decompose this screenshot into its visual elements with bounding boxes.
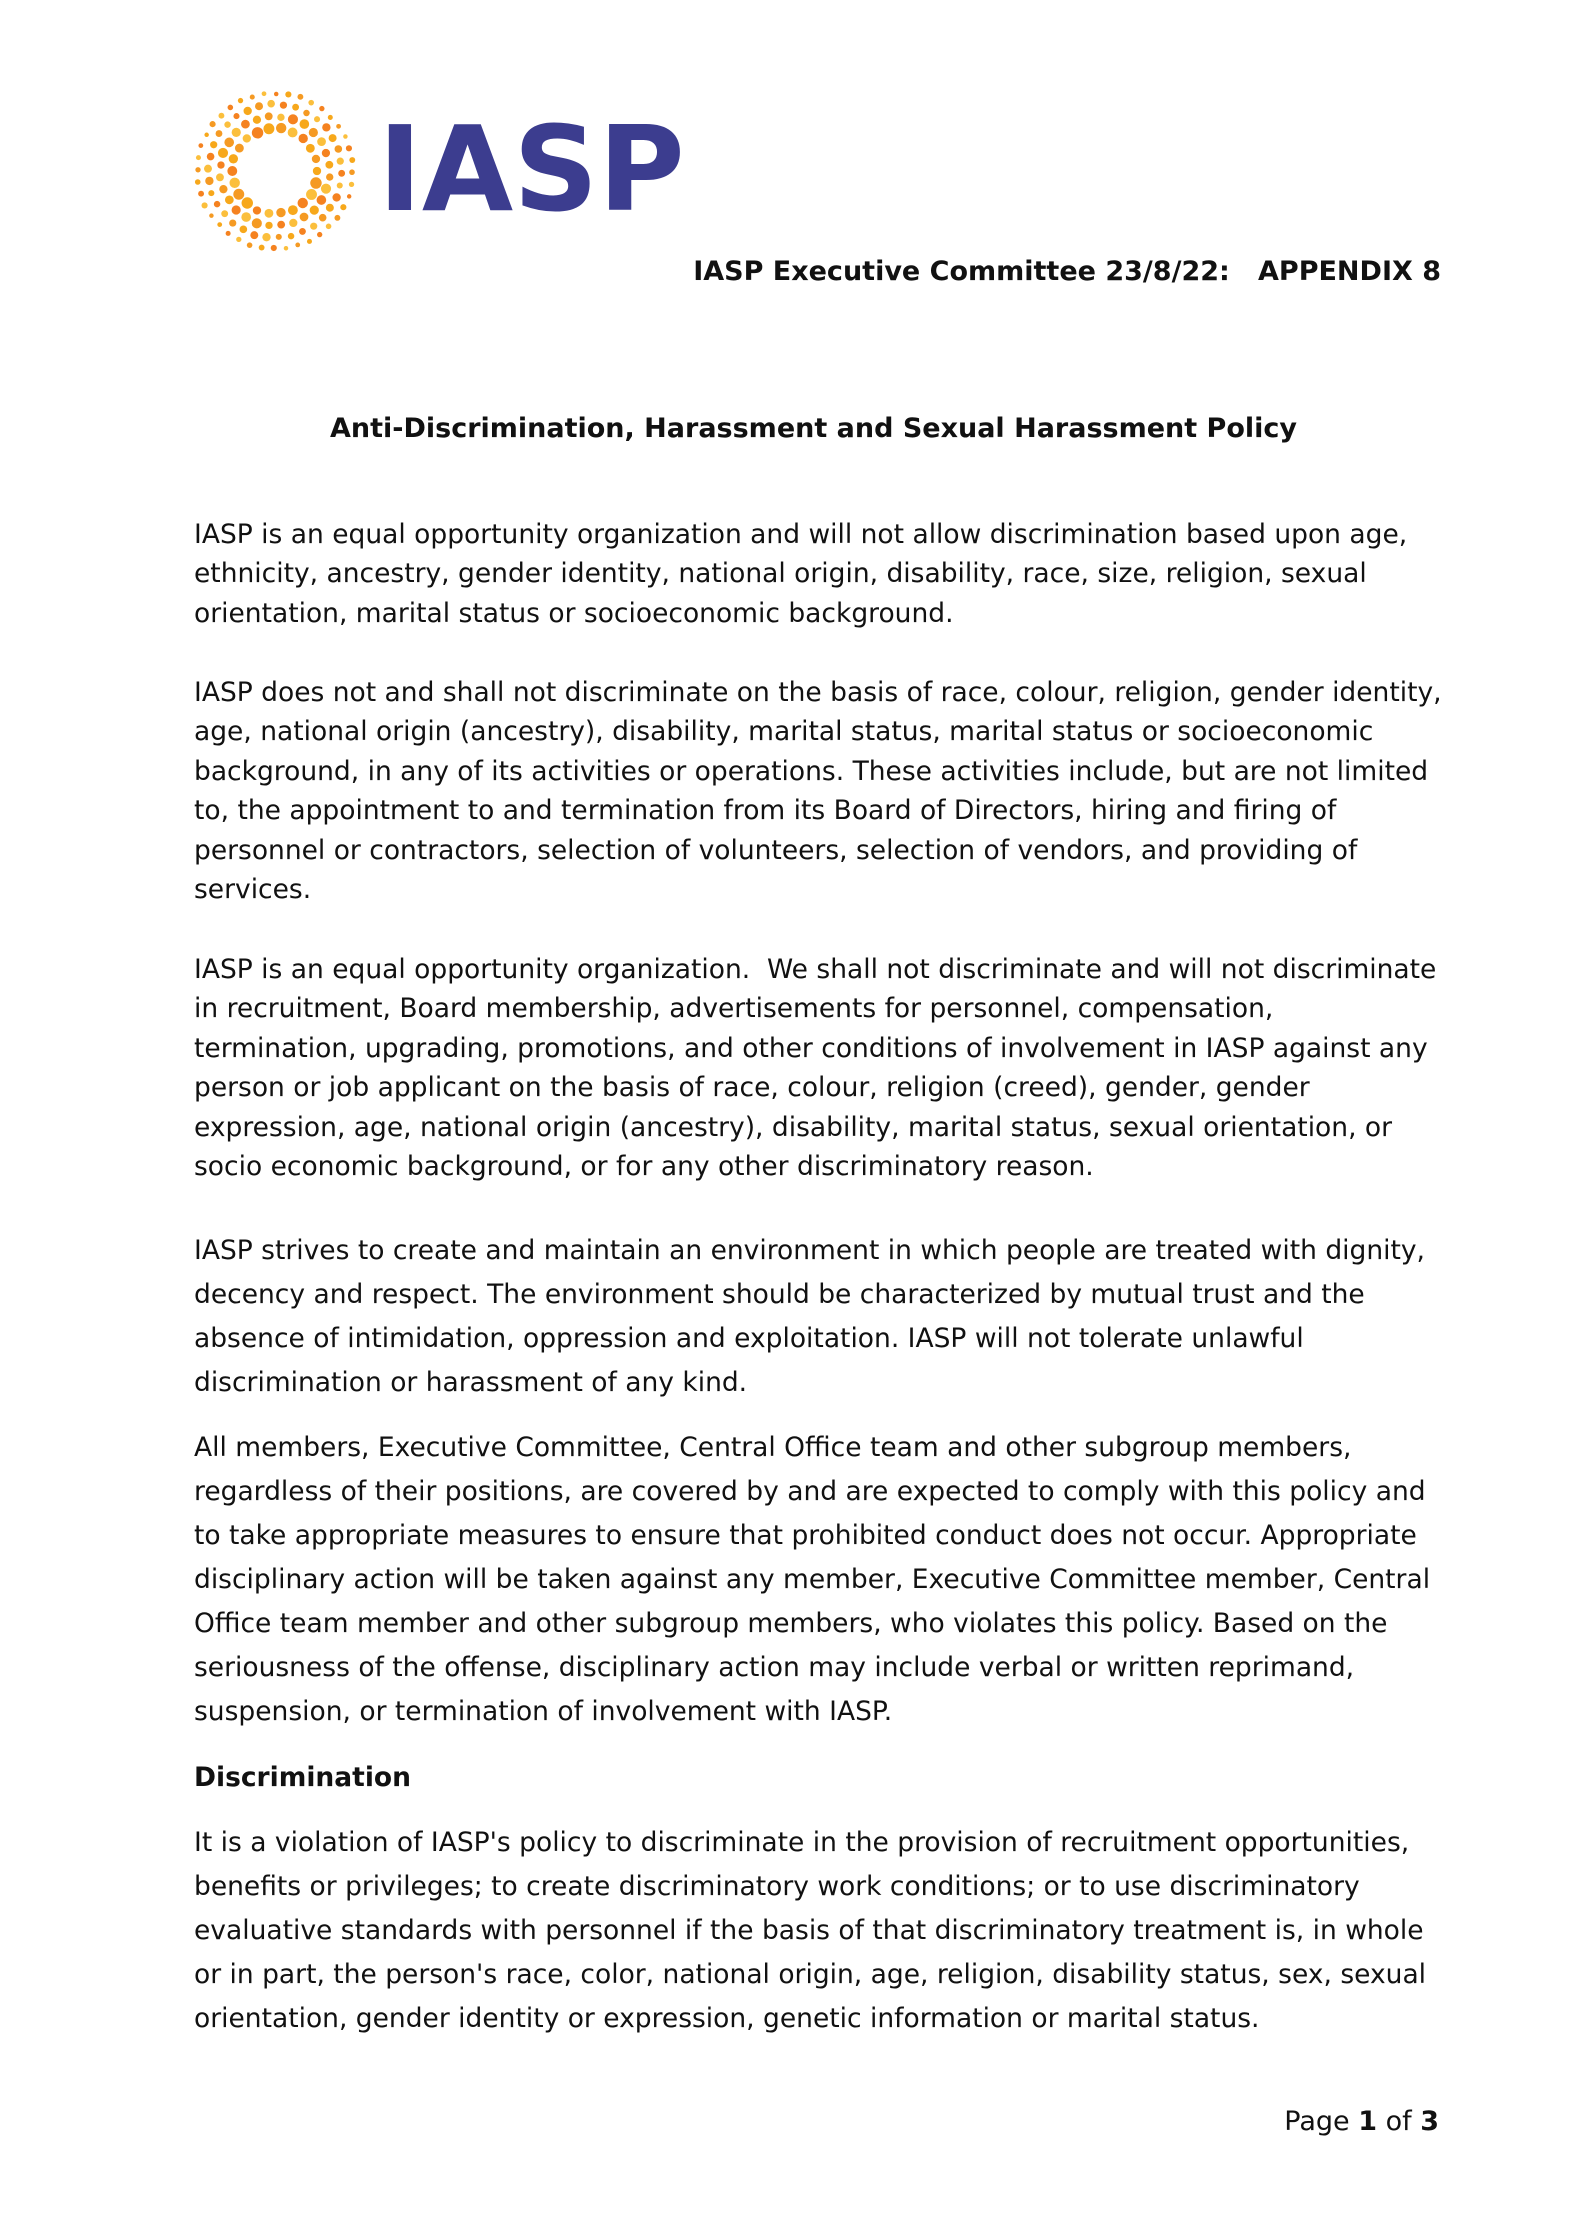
paragraph-line: disciplinary action will be taken against any member, Executive Committee member, Central (194, 1564, 1431, 1595)
sunburst-dot (276, 208, 285, 217)
sunburst-dot (265, 209, 274, 218)
sunburst-dot (300, 119, 310, 129)
sunburst-dot (310, 177, 321, 188)
sunburst-dot (276, 123, 286, 133)
paragraph-4 (194, 1229, 1464, 1405)
sunburst-dot (322, 123, 330, 131)
sunburst-dot (288, 114, 298, 124)
sunburst-dot (277, 114, 284, 121)
sunburst-dot (224, 138, 234, 148)
paragraph-line: background, in any of its activities or operations. These activities include, but are not limited (194, 755, 1429, 787)
paragraph-line: orientation, marital status or socioeconomic background. (194, 597, 954, 629)
sunburst-dot (274, 92, 278, 96)
paragraph-line: in recruitment, Board membership, advertisements for personnel, compensation, (194, 993, 1274, 1025)
sunburst-dot (328, 115, 333, 120)
sunburst-dot (337, 158, 344, 165)
sunburst-dot (295, 243, 300, 248)
sunburst-dot (326, 224, 332, 230)
paragraph-line: age, national origin (ancestry), disability, marital status, marital status or socioeconomic (194, 716, 1374, 748)
sunburst-dot (346, 145, 352, 151)
sunburst-dot (297, 94, 303, 100)
paragraph-line: services. (194, 874, 312, 906)
sunburst-dot (209, 213, 213, 217)
paragraph-line: orientation, gender identity or expression, genetic information or marital status. (194, 2003, 1260, 2034)
paragraph-line: All members, Executive Committee, Central Office team and other subgroup members, (194, 1432, 1352, 1463)
sunburst-dot (308, 100, 314, 106)
paragraph-line: discrimination or harassment of any kind. (194, 1367, 748, 1398)
paragraph-line: benefits or privileges; to create discriminatory work conditions; or to use discriminatory (194, 1871, 1360, 1902)
sunburst-dot (214, 201, 220, 207)
sunburst-dot (349, 182, 354, 187)
sunburst-dot (228, 105, 234, 111)
document-reference: IASP Executive Committee 23/8/22: APPENDIX 8 (693, 256, 1441, 287)
paragraph-line: to, the appointment to and termination from its Board of Directors, hiring and firing of (194, 795, 1337, 827)
paragraph-line: or in part, the person's race, color, national origin, age, religion, disability status, sex, sexual (194, 1959, 1427, 1990)
sunburst-dot (265, 222, 272, 229)
sunburst-dot (218, 148, 228, 158)
sunburst-dot (317, 232, 322, 237)
sunburst-dot (198, 143, 203, 148)
sunburst-dot (207, 153, 215, 161)
paragraph-line: IASP strives to create and maintain an environment in which people are treated with dignity, (194, 1235, 1425, 1266)
page-current: 1 (1358, 2106, 1377, 2137)
sunburst-dot (196, 155, 201, 160)
sunburst-dot (321, 184, 331, 194)
sunburst-dot (226, 231, 231, 236)
sunburst-dot (241, 212, 251, 222)
sunburst-dot (288, 128, 298, 138)
sunburst-dot (267, 100, 275, 108)
sunburst-dot (235, 144, 244, 153)
logo-wordmark: IASP (378, 100, 685, 238)
sunburst-dot (210, 141, 217, 148)
sunburst-logo-icon (190, 86, 360, 256)
sunburst-dot (242, 197, 253, 208)
sunburst-dot (292, 104, 299, 111)
sunburst-dot (271, 245, 277, 251)
sunburst-dot (229, 154, 238, 163)
sunburst-dot (319, 214, 327, 222)
sunburst-dot (243, 134, 251, 142)
sunburst-dot (276, 234, 282, 240)
sunburst-dot (288, 233, 294, 239)
sunburst-dot (252, 218, 262, 228)
paragraph-line: to take appropriate measures to ensure that prohibited conduct does not occur. Appropriate (194, 1520, 1417, 1551)
sunburst-dot (253, 206, 261, 214)
sunburst-dot (314, 116, 320, 122)
sunburst-dot (326, 173, 333, 180)
sunburst-dot (309, 128, 318, 137)
discrimination-paragraph (194, 1821, 1464, 2041)
iasp-logo (190, 86, 685, 256)
sunburst-dot (329, 134, 337, 142)
paragraph-line: socio economic background, or for any other discriminatory reason. (194, 1151, 1094, 1183)
paragraph-line: It is a violation of IASP's policy to discriminate in the provision of recruitment opportunities, (194, 1827, 1410, 1858)
paragraph-line: decency and respect. The environment should be characterized by mutual trust and the (194, 1279, 1365, 1310)
sunburst-dot (204, 133, 208, 137)
sunburst-dot (195, 179, 201, 185)
sunburst-dot (280, 102, 287, 109)
sunburst-dot (218, 113, 224, 119)
sunburst-dot (217, 222, 222, 227)
sunburst-dot (225, 195, 234, 204)
sunburst-dot (325, 161, 333, 169)
sunburst-dot (312, 155, 320, 163)
sunburst-dot (298, 198, 308, 208)
paragraph-line: termination, upgrading, promotions, and other conditions of involvement in IASP against any (194, 1032, 1428, 1064)
paragraph-2 (194, 673, 1464, 909)
sunburst-dot (306, 144, 315, 153)
sunburst-dot (221, 210, 228, 217)
sunburst-dot (241, 120, 250, 129)
sunburst-dot (202, 202, 208, 208)
sunburst-dot (317, 137, 326, 146)
paragraph-line: person or job applicant on the basis of race, colour, religion (creed), gender, gender (194, 1072, 1310, 1104)
sunburst-dot (326, 204, 334, 212)
page-number (1284, 2106, 1439, 2137)
sunburst-dot (259, 245, 265, 251)
sunburst-dot (250, 231, 258, 239)
sunburst-dot (262, 233, 270, 241)
sunburst-dot (277, 221, 285, 229)
sunburst-dot (253, 116, 261, 124)
sunburst-dot (217, 161, 224, 168)
sunburst-dot (255, 102, 263, 110)
sunburst-dot (322, 149, 330, 157)
sunburst-dot (263, 123, 274, 134)
sunburst-dot (310, 205, 319, 214)
paragraph-line: suspension, or termination of involvement with IASP. (194, 1696, 893, 1727)
paragraph-line: seriousness of the offense, disciplinary action may include verbal or written reprimand, (194, 1652, 1355, 1683)
sunburst-dot (238, 98, 243, 103)
paragraph-line: ethnicity, ancestry, gender identity, national origin, disability, race, size, religion, sexual (194, 558, 1367, 590)
sunburst-dot (337, 182, 343, 188)
sunburst-dot (343, 134, 347, 138)
page-number-of: of (1377, 2106, 1421, 2137)
paragraph-line: Office team member and other subgroup members, who violates this policy. Based on the (194, 1608, 1388, 1639)
sunburst-dot (204, 165, 212, 173)
sunburst-dot (317, 195, 327, 205)
sunburst-dot (230, 178, 240, 188)
paragraph-1 (194, 515, 1464, 633)
sunburst-dot (210, 121, 216, 127)
sunburst-dot (208, 190, 214, 196)
sunburst-dot (229, 219, 236, 226)
document-title: Anti-Discrimination, Harassment and Sexual Harassment Policy (329, 413, 1298, 444)
paragraph-3 (194, 950, 1464, 1186)
sunburst-dot (205, 177, 213, 185)
paragraph-line: evaluative standards with personnel if the basis of that discriminatory treatment is, in whole (194, 1915, 1424, 1946)
sunburst-dot (313, 167, 321, 175)
sunburst-dot (232, 128, 241, 137)
section-heading: Discrimination (194, 1762, 411, 1793)
sunburst-dot (224, 121, 230, 127)
sunburst-dot (288, 205, 298, 215)
sunburst-dot (216, 173, 224, 181)
sunburst-dot (195, 167, 200, 172)
sunburst-dot (244, 107, 252, 115)
paragraph-line: absence of intimidation, oppression and exploitation. IASP will not tolerate unlawful (194, 1323, 1304, 1354)
sunburst-dot (240, 226, 248, 234)
sunburst-dot (233, 189, 244, 200)
sunburst-dot (349, 157, 355, 163)
sunburst-dot (300, 213, 309, 222)
sunburst-dot (336, 124, 341, 129)
sunburst-dot (227, 166, 237, 176)
sunburst-dot (262, 91, 267, 96)
sunburst-dot (252, 127, 263, 138)
sunburst-dot (319, 106, 324, 111)
sunburst-dot (310, 223, 317, 230)
sunburst-dot (216, 130, 223, 137)
sunburst-dot (338, 170, 345, 177)
paragraph-line: expression, age, national origin (ancestry), disability, marital status, sexual orientation, or (194, 1111, 1393, 1143)
sunburst-dot (233, 113, 239, 119)
sunburst-dot (334, 215, 340, 221)
sunburst-dot (335, 145, 343, 153)
sunburst-dot (307, 239, 312, 244)
page-total: 3 (1420, 2106, 1439, 2137)
sunburst-dot (285, 91, 291, 97)
sunburst-dot (299, 228, 306, 235)
sunburst-dot (347, 194, 351, 198)
page-number-prefix: Page (1284, 2106, 1359, 2137)
sunburst-dot (303, 110, 309, 116)
sunburst-dot (284, 246, 288, 250)
sunburst-dot (250, 95, 255, 100)
sunburst-dot (247, 242, 253, 248)
sunburst-dot (340, 204, 346, 210)
sunburst-dot (289, 219, 297, 227)
sunburst-dot (349, 169, 355, 175)
paragraph-line: IASP is an equal opportunity organization and will not allow discrimination based upon age, (194, 519, 1408, 550)
sunburst-dot (332, 193, 340, 201)
sunburst-dot (306, 189, 317, 200)
sunburst-dot (265, 112, 273, 120)
paragraph-line: IASP does not and shall not discriminate on the basis of race, colour, religion, gender identity, (194, 677, 1442, 708)
paragraph-5 (194, 1426, 1464, 1734)
sunburst-dot (232, 205, 241, 214)
sunburst-dot (198, 191, 204, 197)
paragraph-line: regardless of their positions, are covered by and are expected to comply with this policy and (194, 1476, 1426, 1507)
paragraph-line: personnel or contractors, selection of volunteers, selection of vendors, and providing of (194, 834, 1358, 866)
sunburst-dot (299, 134, 308, 143)
paragraph-line: IASP is an equal opportunity organization. We shall not discriminate and will not discriminate (194, 954, 1437, 985)
sunburst-dot (236, 237, 241, 242)
sunburst-dot (219, 185, 227, 193)
